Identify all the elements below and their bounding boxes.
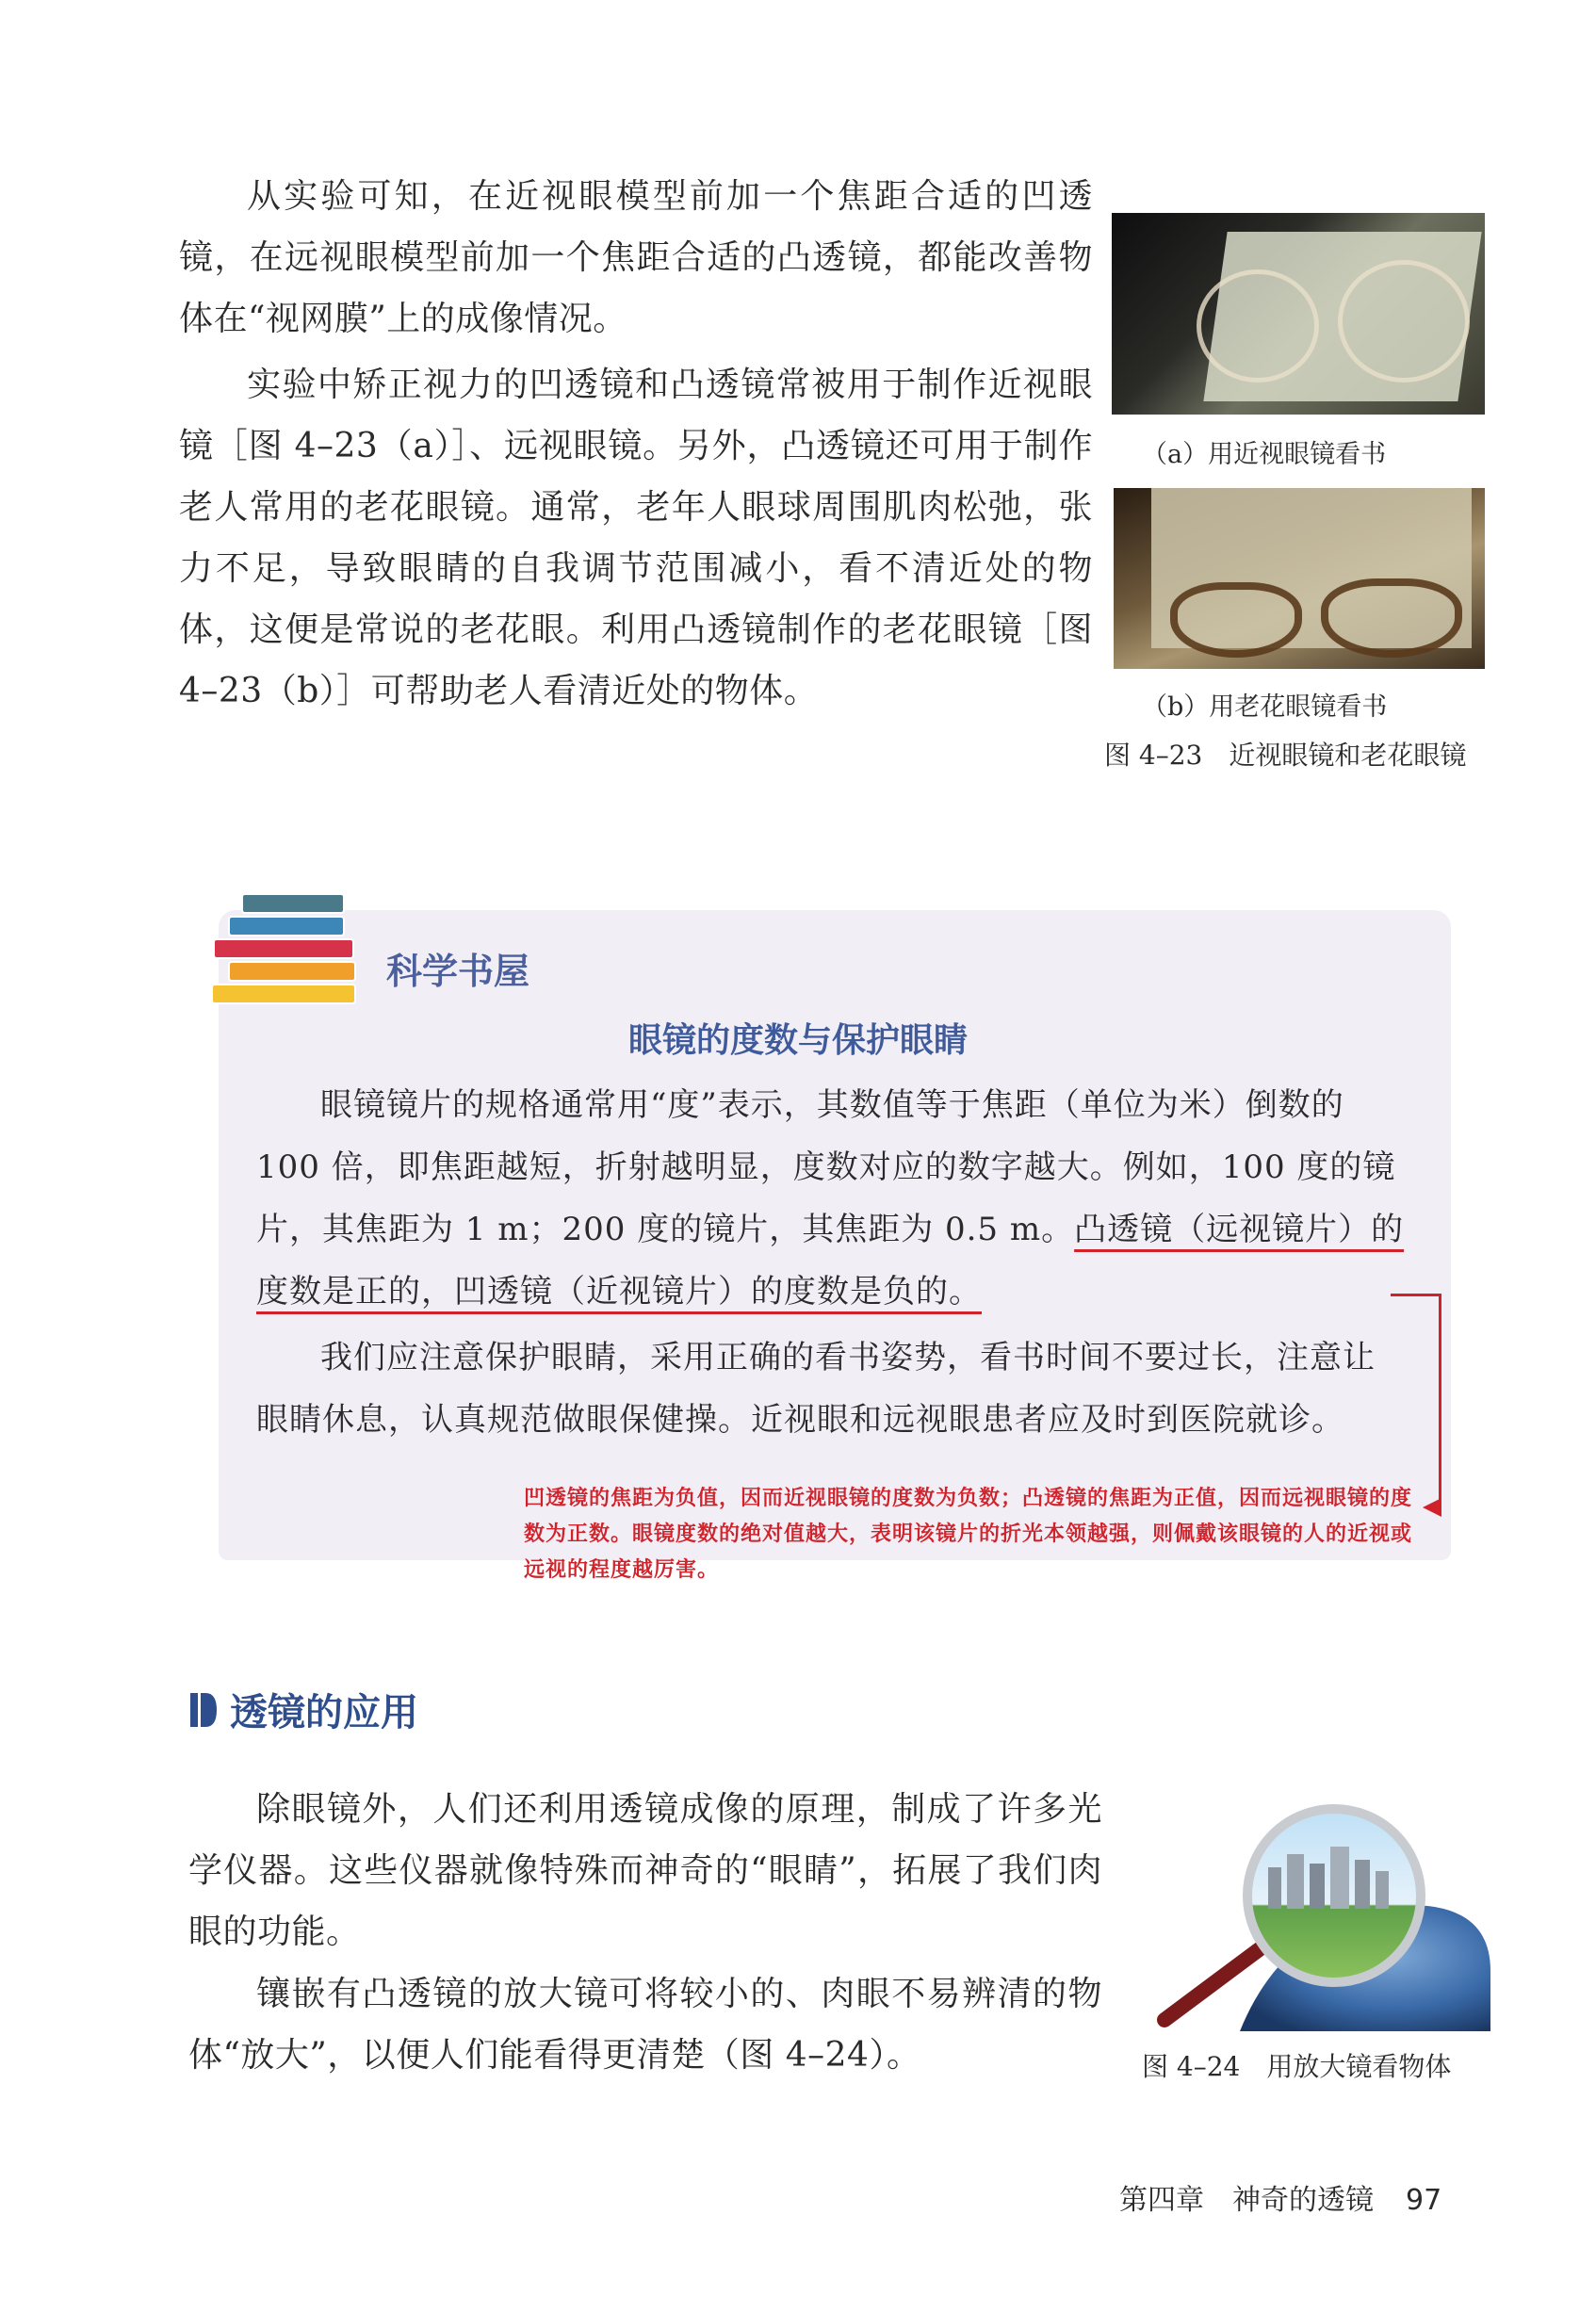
figure-4-24-title: 图 4–24 用放大镜看物体 [1142, 2051, 1452, 2082]
annotation-arrow-icon [1423, 1498, 1441, 1517]
science-bookhouse-title: 眼镜的度数与保护眼睛 [627, 1021, 968, 1060]
intro-paragraph-2: 实验中矫正视力的凹透镜和凸透镜常被用于制作近视眼镜［图 4–23（a）］、远视眼镜。另外，凸透镜还可用于制作老人常用的老花眼镜。通常，老年人眼球周围肌肉松弛，张力不足，导致眼睛的自我调节范围减小，看不清近处的物体，这便是常说的老花眼。利用凸透镜制作的老花眼镜［图 4–23（b）］可帮助老人看清近处的物体。 [179, 366, 1093, 710]
glasses-degree-text: 眼镜镜片的规格通常用“度”表示，其数值等于焦距（单位为米）倒数的 100 倍，即焦距越短，折射越明显，度数对应的数字越大。例如，100 度的镜片，其焦距为 1 m；200 度的镜片，其焦距为 0.5 m。 [256, 1086, 1396, 1248]
science-box-paragraph-1 [256, 1074, 1406, 1323]
application-paragraph-1: 除眼镜外，人们还利用透镜成像的原理，制成了许多光学仪器。这些仪器就像特殊而神奇的“眼睛”，拓展了我们肉眼的功能。 [188, 1790, 1102, 1951]
science-bookhouse-label: 科学书屋 [386, 951, 530, 992]
books-icon [200, 882, 379, 1023]
section-marker-icon [190, 1693, 217, 1727]
page-number: 97 [1406, 2184, 1442, 2217]
presbyopia-glasses-photo [1114, 488, 1485, 669]
myopia-glasses-photo [1112, 213, 1485, 415]
application-paragraph-2: 镶嵌有凸透镜的放大镜可将较小的、肉眼不易辨清的物体“放大”，以便人们能看得更清楚（图 4–24）。 [188, 1975, 1102, 2075]
handwritten-annotation: 凹透镜的焦距为负值，因而近视眼镜的度数为负数；凸透镜的焦距为正值，因而远视眼镜的度数为正数。眼镜度数的绝对值越大，表明该镜片的折光本领越强，则佩戴该眼镜的人的近视或远视的程度越厉害。 [524, 1487, 1413, 1582]
science-box-paragraph-2: 我们应注意保护眼睛，采用正确的看书姿势，看书时间不要过长，注意让眼睛休息，认真规范做眼保健操。近视眼和远视眼患者应及时到医院就诊。 [256, 1339, 1376, 1439]
annotation-connector-line [1391, 1294, 1441, 1510]
page-footer [1119, 2176, 1441, 2218]
figure-4-23-title: 图 4–23 近视眼镜和老花眼镜 [1104, 740, 1467, 771]
figure-4-23b-caption: （b）用老花眼镜看书 [1142, 692, 1388, 722]
intro-paragraph-1: 从实验可知，在近视眼模型前加一个焦距合适的凹透镜，在远视眼模型前加一个焦距合适的凸透镜，都能改善物体在“视网膜”上的成像情况。 [179, 177, 1093, 338]
figure-4-23a-caption: （a）用近视眼镜看书 [1142, 440, 1387, 469]
chapter-title: 第四章 神奇的透镜 [1119, 2184, 1374, 2217]
lens-sign-highlight: 凸透镜（远视镜片）的度数是正的，凹透镜（近视镜片）的度数是负的。 [256, 1211, 1405, 1311]
magnifying-glass-image [1127, 1801, 1490, 2031]
section-title: 透镜的应用 [230, 1691, 418, 1734]
